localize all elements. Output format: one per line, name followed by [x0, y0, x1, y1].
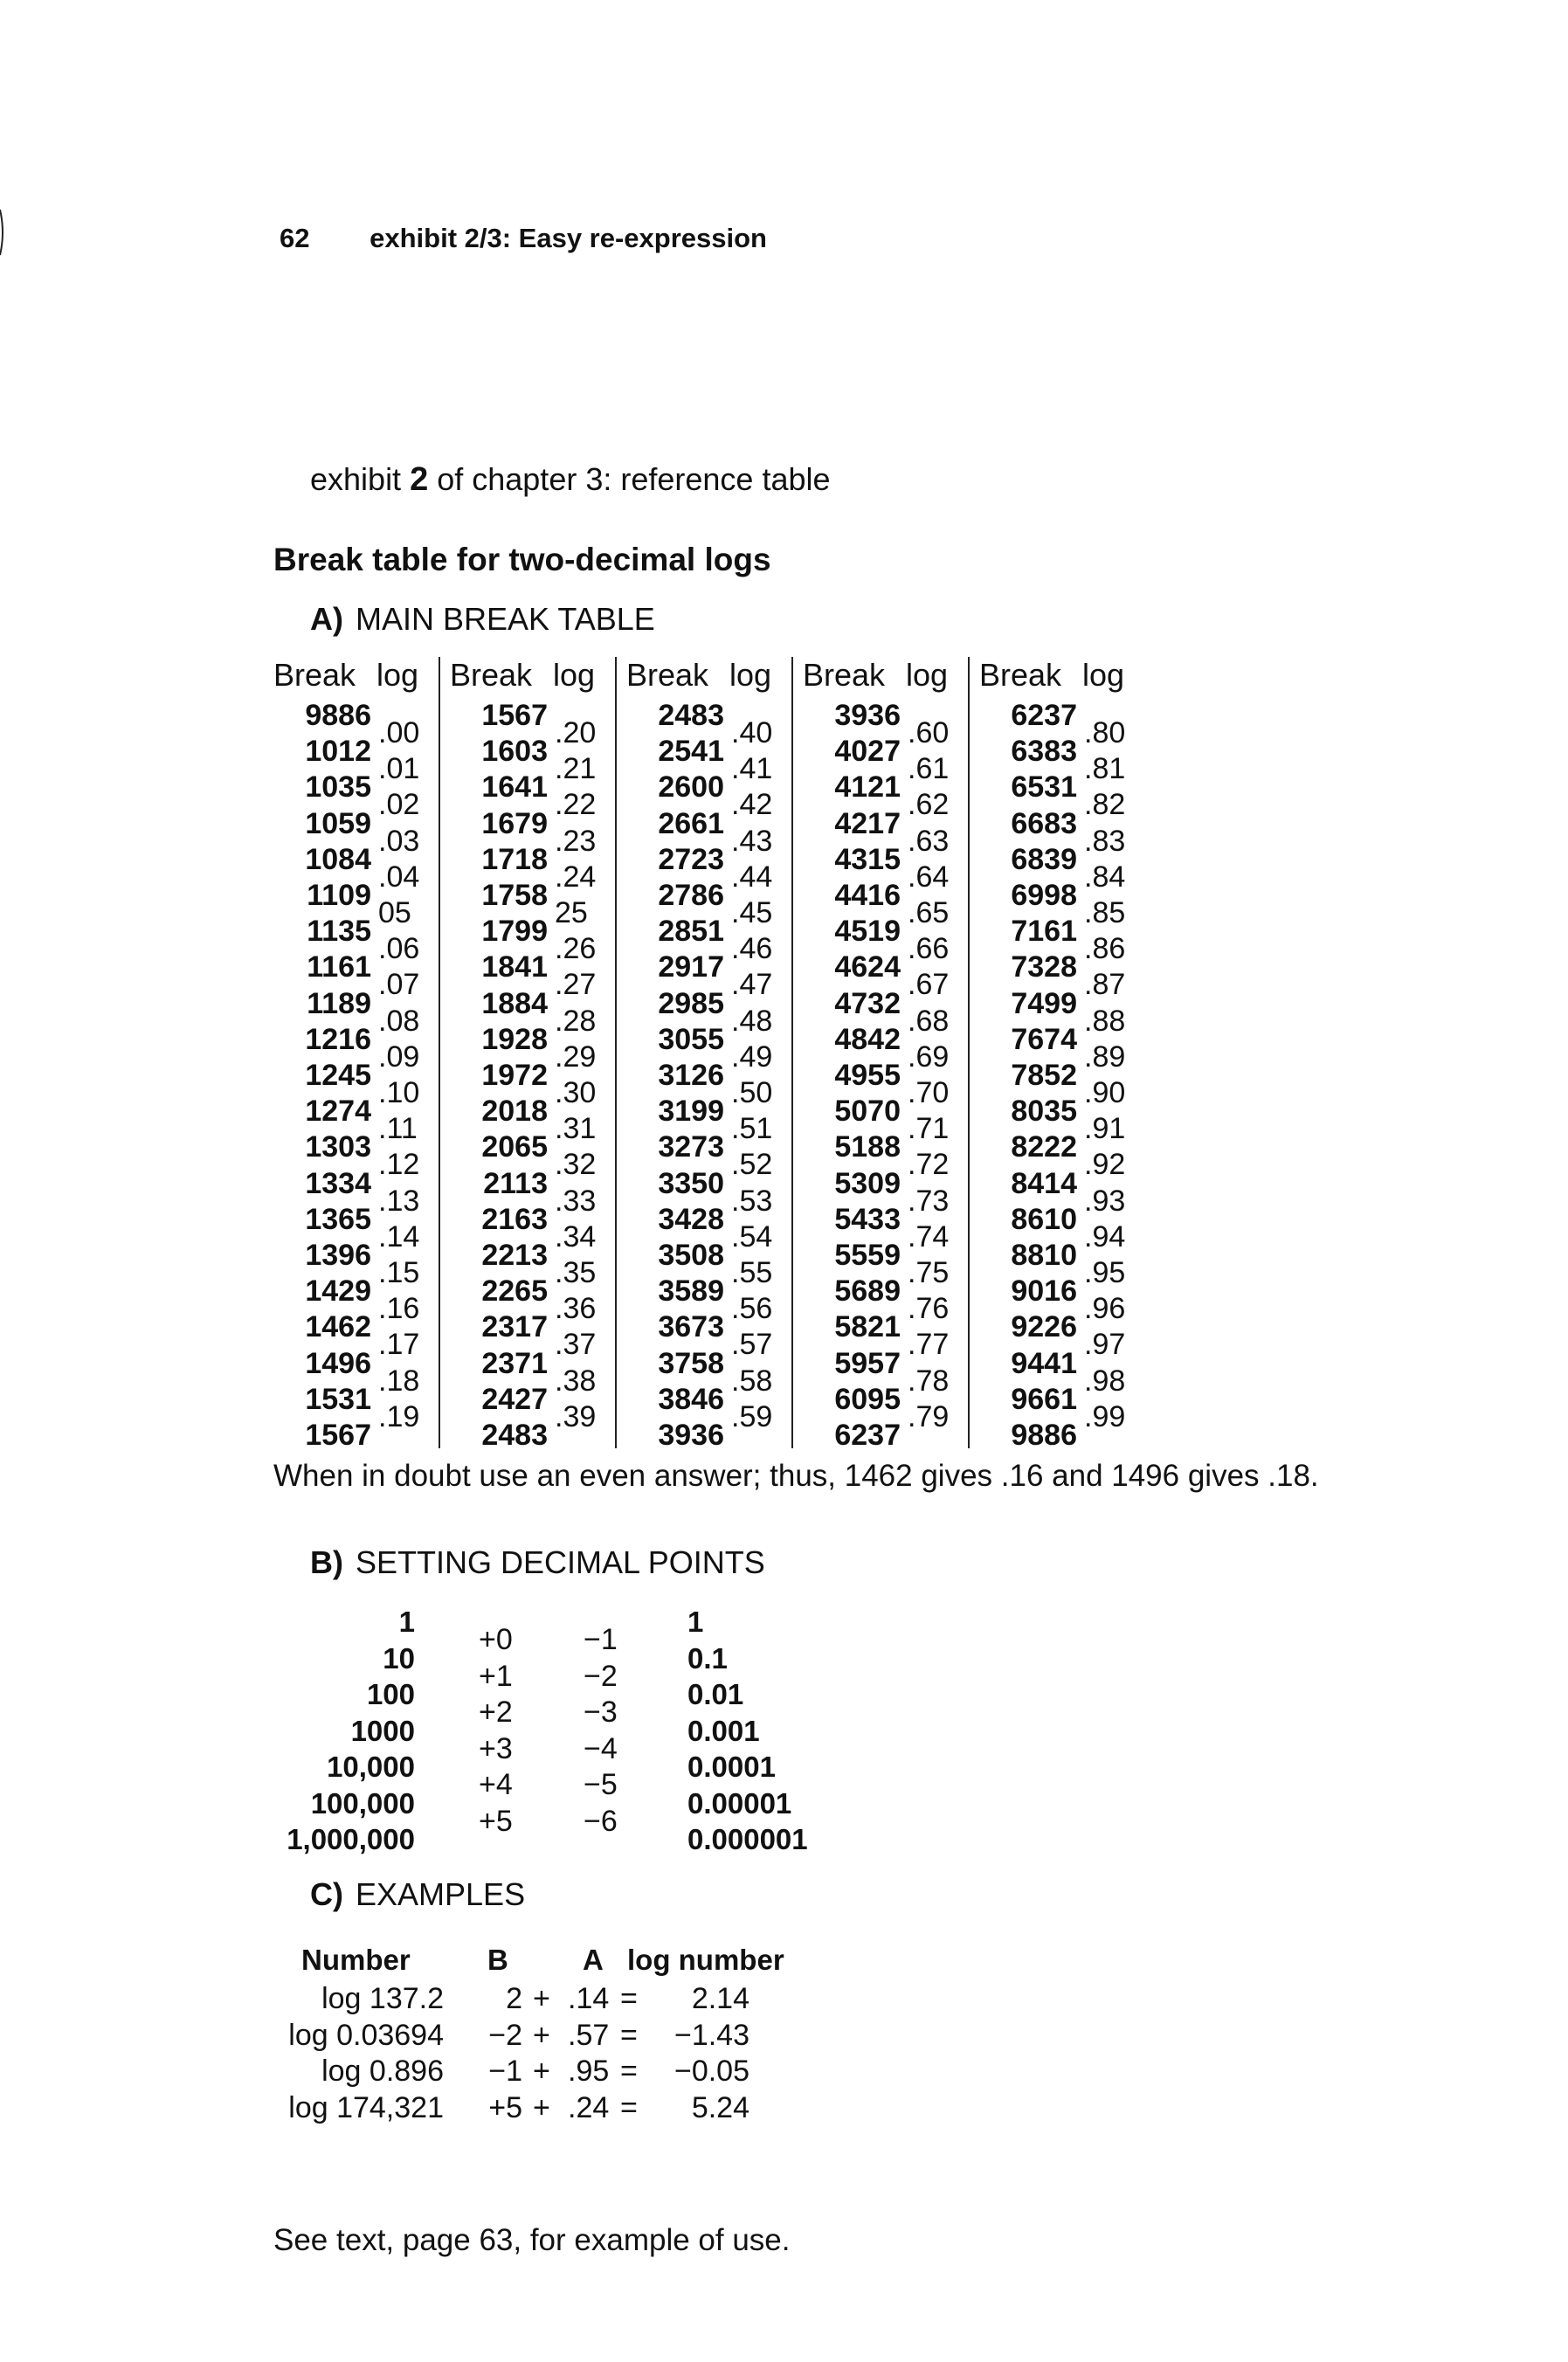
- log-value: .57: [731, 1328, 773, 1362]
- log-value: .21: [555, 752, 597, 786]
- example-log: −0.05: [673, 2055, 749, 2088]
- break-value: 5070: [834, 1095, 901, 1129]
- break-value: 5821: [834, 1310, 901, 1344]
- log-value: .18: [378, 1364, 420, 1398]
- break-value: 5309: [834, 1166, 901, 1200]
- header-log-number: log number: [627, 1944, 784, 1976]
- break-value: 1135: [307, 915, 371, 949]
- example-a: .24: [568, 2090, 610, 2124]
- log-value: .71: [908, 1112, 950, 1146]
- log-value: .38: [555, 1364, 597, 1398]
- break-value: 3846: [658, 1382, 724, 1416]
- log-value: .14: [378, 1219, 420, 1254]
- log-value: .78: [908, 1364, 950, 1398]
- log-value: .66: [908, 932, 950, 966]
- break-value: 9886: [1011, 1419, 1077, 1452]
- log-value: .80: [1084, 716, 1126, 749]
- log-value: .77: [908, 1328, 950, 1362]
- break-value: 4027: [834, 735, 901, 769]
- log-value: .19: [378, 1399, 420, 1433]
- break-value: 3126: [658, 1059, 724, 1092]
- break-value: 3055: [658, 1022, 724, 1056]
- break-value: 4519: [834, 915, 901, 949]
- log-value: 25: [555, 896, 588, 929]
- break-value: 1189: [307, 986, 371, 1020]
- log-value: .17: [378, 1328, 420, 1362]
- log-value: .97: [1084, 1328, 1126, 1362]
- log-value: .09: [378, 1039, 420, 1074]
- log-value: .27: [555, 968, 597, 1002]
- log-value: .91: [1084, 1112, 1126, 1146]
- break-value: 2723: [658, 842, 724, 876]
- break-value: 7674: [1011, 1022, 1077, 1056]
- break-value: 2317: [481, 1310, 548, 1344]
- equals-sign: =: [620, 2090, 638, 2124]
- log-value: .04: [378, 860, 420, 894]
- example-b: −2: [488, 2018, 522, 2052]
- break-value: 3936: [834, 699, 901, 732]
- col-log-header: log: [1082, 657, 1125, 693]
- log-value: .83: [1084, 824, 1126, 858]
- break-value: 1035: [305, 770, 371, 805]
- break-value: 7328: [1011, 950, 1077, 984]
- log-value: .47: [731, 968, 773, 1002]
- subtitle-post: of chapter 3: reference table: [428, 461, 831, 497]
- log-value: .44: [731, 860, 773, 894]
- break-value: 4416: [834, 879, 901, 912]
- break-value: 2065: [481, 1130, 548, 1164]
- decimal-value: 0.01: [687, 1678, 744, 1710]
- power-of-ten: 10,000: [327, 1751, 415, 1783]
- log-value: .33: [555, 1184, 597, 1218]
- break-value: 5957: [834, 1346, 901, 1380]
- break-value: 2483: [481, 1419, 548, 1452]
- decimal-value: 1: [687, 1606, 704, 1638]
- log-value: .06: [378, 932, 420, 966]
- log-value: .53: [731, 1184, 773, 1218]
- characteristic-positive: +2: [479, 1696, 513, 1729]
- log-value: .54: [731, 1219, 773, 1254]
- page-number: 62: [280, 223, 310, 253]
- characteristic-negative: −2: [584, 1659, 618, 1693]
- plus-sign: +: [533, 1982, 550, 2015]
- log-value: .59: [731, 1399, 773, 1433]
- log-value: .63: [908, 824, 950, 858]
- log-value: .81: [1084, 752, 1126, 786]
- log-value: .13: [378, 1184, 420, 1218]
- log-value: .52: [731, 1148, 773, 1182]
- log-value: .84: [1084, 860, 1126, 894]
- log-value: .41: [731, 752, 773, 786]
- log-value: .96: [1084, 1292, 1126, 1326]
- example-b: −1: [488, 2055, 522, 2088]
- break-value: 1161: [307, 950, 371, 984]
- col-break-header: Break: [979, 657, 1062, 693]
- break-value: 1462: [305, 1310, 371, 1344]
- break-value: 1365: [305, 1202, 371, 1236]
- log-value: .01: [378, 752, 420, 786]
- break-value: 1679: [481, 806, 548, 840]
- log-value: .20: [555, 716, 597, 749]
- log-value: .67: [908, 968, 950, 1002]
- log-value: .65: [908, 896, 950, 929]
- characteristic-positive: +0: [479, 1623, 513, 1656]
- subtitle-pre: exhibit: [310, 461, 411, 497]
- log-value: .82: [1084, 788, 1126, 822]
- break-value: 6383: [1011, 735, 1077, 769]
- characteristic-negative: −1: [584, 1623, 618, 1656]
- example-a: .95: [568, 2055, 610, 2088]
- break-value: 1245: [305, 1059, 371, 1092]
- log-value: .92: [1084, 1148, 1126, 1182]
- log-value: .24: [555, 860, 597, 894]
- characteristic-negative: −4: [584, 1731, 618, 1765]
- break-value: 3508: [658, 1239, 724, 1272]
- break-value: 6237: [1011, 699, 1077, 732]
- col-break-header: Break: [450, 657, 533, 693]
- log-value: .45: [731, 896, 773, 929]
- break-value: 8035: [1011, 1095, 1077, 1129]
- col-break-header: Break: [273, 657, 356, 693]
- break-value: 4842: [834, 1022, 901, 1056]
- break-value: 2427: [481, 1382, 548, 1416]
- decimal-value: 0.000001: [687, 1823, 808, 1855]
- power-of-ten: 1: [398, 1606, 415, 1638]
- power-of-ten: 1,000,000: [287, 1823, 415, 1855]
- break-value: 1059: [305, 806, 371, 840]
- plus-sign: +: [533, 2055, 550, 2088]
- section-b-title: SETTING DECIMAL POINTS: [356, 1544, 765, 1580]
- log-value: .69: [908, 1039, 950, 1074]
- break-value: 5188: [834, 1130, 901, 1164]
- log-value: .95: [1084, 1256, 1126, 1289]
- log-value: .10: [378, 1076, 420, 1109]
- col-break-header: Break: [803, 657, 886, 693]
- col-log-header: log: [553, 657, 596, 693]
- log-value: .76: [908, 1292, 950, 1326]
- log-value: .07: [378, 968, 420, 1002]
- break-value: 1496: [305, 1346, 371, 1380]
- break-value: 9661: [1011, 1382, 1077, 1416]
- break-value: 6531: [1011, 770, 1077, 805]
- log-value: .89: [1084, 1039, 1126, 1074]
- log-value: .23: [555, 824, 597, 858]
- break-value: 1603: [481, 735, 548, 769]
- power-of-ten: 100: [366, 1678, 415, 1710]
- break-value: 2113: [483, 1166, 548, 1200]
- log-value: .62: [908, 788, 950, 822]
- log-value: .50: [731, 1076, 773, 1109]
- break-value: 4315: [834, 842, 901, 876]
- col-log-header: log: [729, 657, 772, 693]
- break-value: 3589: [658, 1274, 724, 1309]
- break-value: 6683: [1011, 806, 1077, 840]
- section-a-letter: A): [310, 601, 343, 637]
- plus-sign: +: [533, 2090, 550, 2124]
- break-value: 1718: [481, 842, 548, 876]
- break-value: 2265: [481, 1274, 548, 1309]
- running-title: exhibit 2/3: Easy re-expression: [370, 223, 767, 253]
- doubt-note: When in doubt use an even answer; thus, 1462 gives .16 and 1496 gives .18.: [273, 1459, 1319, 1493]
- break-value: 9016: [1011, 1274, 1077, 1309]
- log-value: .28: [555, 1004, 597, 1038]
- break-value: 5689: [834, 1274, 901, 1309]
- section-c-letter: C): [310, 1876, 343, 1912]
- log-value: .49: [731, 1039, 773, 1074]
- characteristic-positive: +5: [479, 1804, 513, 1838]
- break-value: 3673: [658, 1310, 724, 1344]
- log-value: .39: [555, 1399, 597, 1433]
- break-value: 1928: [481, 1022, 548, 1056]
- break-value: 1884: [481, 986, 548, 1020]
- characteristic-positive: +4: [479, 1768, 513, 1801]
- log-value: .99: [1084, 1399, 1126, 1433]
- log-value: .93: [1084, 1184, 1126, 1218]
- log-value: .70: [908, 1076, 950, 1109]
- break-value: 9886: [305, 699, 371, 732]
- break-value: 1396: [305, 1239, 371, 1272]
- log-value: .40: [731, 716, 773, 749]
- log-value: .98: [1084, 1364, 1126, 1398]
- characteristic-negative: −6: [584, 1804, 618, 1838]
- log-value: .35: [555, 1256, 597, 1289]
- break-value: 2018: [481, 1095, 548, 1129]
- log-value: .72: [908, 1148, 950, 1182]
- break-value: 2786: [658, 879, 724, 912]
- break-value: 8610: [1011, 1202, 1077, 1236]
- break-value: 4217: [834, 806, 901, 840]
- log-value: .55: [731, 1256, 773, 1289]
- section-c-title: EXAMPLES: [356, 1876, 526, 1912]
- power-of-ten: 1000: [350, 1714, 415, 1747]
- break-value: 1303: [305, 1130, 371, 1164]
- break-value: 3758: [658, 1346, 724, 1380]
- log-value: .22: [555, 788, 597, 822]
- log-value: .60: [908, 716, 950, 749]
- decimal-value: 0.001: [687, 1714, 760, 1747]
- example-b: +5: [488, 2090, 522, 2124]
- break-value: 1334: [305, 1166, 371, 1200]
- break-value: 4955: [834, 1059, 901, 1092]
- characteristic-negative: −5: [584, 1768, 618, 1801]
- break-value: 1799: [481, 915, 548, 949]
- break-value: 7852: [1011, 1059, 1077, 1092]
- break-value: 2661: [658, 806, 724, 840]
- break-value: 1567: [305, 1419, 371, 1452]
- break-value: 6839: [1011, 842, 1077, 876]
- log-value: .37: [555, 1328, 597, 1362]
- log-value: .74: [908, 1219, 950, 1254]
- break-value: 1841: [481, 950, 548, 984]
- example-a: .57: [568, 2018, 610, 2052]
- col-break-header: Break: [626, 657, 709, 693]
- break-value: 2163: [481, 1202, 548, 1236]
- break-value: 9226: [1011, 1310, 1077, 1344]
- break-value: 1274: [305, 1095, 371, 1129]
- log-value: .56: [731, 1292, 773, 1326]
- plus-sign: +: [533, 2018, 550, 2052]
- break-value: 6998: [1011, 879, 1077, 912]
- log-value: .26: [555, 932, 597, 966]
- break-value: 1012: [305, 735, 371, 769]
- break-value: 5559: [834, 1239, 901, 1272]
- break-value: 8222: [1011, 1130, 1077, 1164]
- example-b: 2: [506, 1982, 522, 2015]
- example-a: .14: [568, 1982, 610, 2015]
- log-value: .58: [731, 1364, 773, 1398]
- break-value: 4624: [834, 950, 901, 984]
- characteristic-negative: −3: [584, 1696, 618, 1729]
- header-number: Number: [301, 1944, 411, 1976]
- break-value: 1972: [481, 1059, 548, 1092]
- log-value: .42: [731, 788, 773, 822]
- break-value: 5433: [834, 1202, 901, 1236]
- log-value: .51: [731, 1112, 773, 1146]
- break-value: 2917: [658, 950, 724, 984]
- section-a-title: MAIN BREAK TABLE: [356, 601, 655, 637]
- log-value: .64: [908, 860, 950, 894]
- example-number: log 137.2: [321, 1982, 444, 2015]
- log-value: .34: [555, 1219, 597, 1254]
- log-value: .00: [378, 716, 420, 749]
- log-value: .31: [555, 1112, 597, 1146]
- example-number: log 0.03694: [288, 2018, 444, 2052]
- break-value: 6095: [834, 1382, 901, 1416]
- break-value: 3273: [658, 1130, 724, 1164]
- break-value: 3428: [658, 1202, 724, 1236]
- break-value: 2371: [481, 1346, 548, 1380]
- header-b: B: [487, 1944, 508, 1976]
- log-value: .29: [555, 1039, 597, 1074]
- example-number: log 0.896: [321, 2055, 444, 2088]
- footnote: See text, page 63, for example of use.: [273, 2223, 791, 2257]
- log-value: .11: [378, 1112, 418, 1146]
- decimal-value: 0.0001: [687, 1751, 776, 1783]
- table-title: Break table for two-decimal logs: [273, 542, 771, 577]
- break-value: 3199: [658, 1095, 724, 1129]
- example-log: −1.43: [673, 2018, 749, 2052]
- break-value: 1641: [481, 770, 548, 805]
- subtitle-number: 2: [410, 461, 429, 498]
- break-value: 1531: [305, 1382, 371, 1416]
- equals-sign: =: [620, 1982, 638, 2015]
- log-value: .90: [1084, 1076, 1126, 1109]
- break-value: 8810: [1011, 1239, 1077, 1272]
- log-value: .85: [1084, 896, 1126, 929]
- break-value: 1084: [305, 842, 371, 876]
- log-value: .48: [731, 1004, 773, 1038]
- break-value: 2483: [658, 699, 724, 732]
- log-value: .30: [555, 1076, 597, 1109]
- log-value: .68: [908, 1004, 950, 1038]
- log-value: .36: [555, 1292, 597, 1326]
- log-value: .79: [908, 1399, 950, 1433]
- log-value: 05: [378, 896, 411, 929]
- break-value: 1758: [481, 879, 548, 912]
- break-value: 2600: [658, 770, 724, 805]
- log-value: .32: [555, 1148, 597, 1182]
- log-value: .43: [731, 824, 773, 858]
- characteristic-positive: +3: [479, 1731, 513, 1765]
- log-value: .15: [378, 1256, 420, 1289]
- log-value: .03: [378, 824, 420, 858]
- break-value: 3350: [658, 1166, 724, 1200]
- break-value: 7161: [1011, 915, 1077, 949]
- log-value: .75: [908, 1256, 950, 1289]
- log-value: .87: [1084, 968, 1126, 1002]
- break-value: 9441: [1011, 1346, 1077, 1380]
- characteristic-positive: +1: [479, 1659, 513, 1693]
- log-value: .94: [1084, 1219, 1126, 1254]
- break-value: 1216: [305, 1022, 371, 1056]
- example-number: log 174,321: [288, 2090, 444, 2124]
- example-log: 5.24: [691, 2090, 749, 2124]
- break-value: 4732: [834, 986, 901, 1020]
- log-value: .88: [1084, 1004, 1126, 1038]
- break-value: 8414: [1011, 1166, 1077, 1200]
- power-of-ten: 100,000: [310, 1786, 415, 1820]
- log-value: .12: [378, 1148, 420, 1182]
- break-value: 6237: [834, 1419, 901, 1452]
- break-value: 1429: [305, 1274, 371, 1309]
- break-value: 3936: [658, 1419, 724, 1452]
- col-log-header: log: [376, 657, 419, 693]
- section-b-letter: B): [310, 1544, 343, 1580]
- decimal-value: 0.1: [687, 1641, 728, 1675]
- equals-sign: =: [620, 2018, 638, 2052]
- log-value: .86: [1084, 932, 1126, 966]
- log-value: .08: [378, 1004, 420, 1038]
- break-value: 1109: [307, 879, 371, 912]
- break-value: 2213: [481, 1239, 548, 1272]
- break-value: 2985: [658, 986, 724, 1020]
- power-of-ten: 10: [383, 1641, 415, 1675]
- break-value: 2541: [658, 735, 724, 769]
- log-value: .02: [378, 788, 420, 822]
- log-value: .46: [731, 932, 773, 966]
- col-log-header: log: [906, 657, 949, 693]
- log-value: .16: [378, 1292, 420, 1326]
- equals-sign: =: [620, 2055, 638, 2088]
- break-value: 1567: [481, 699, 548, 732]
- break-value: 7499: [1011, 986, 1077, 1020]
- decimal-value: 0.00001: [687, 1786, 792, 1820]
- log-value: .73: [908, 1184, 950, 1218]
- header-a: A: [583, 1944, 604, 1976]
- break-value: 2851: [658, 915, 724, 949]
- break-value: 4121: [834, 770, 901, 805]
- log-value: .61: [908, 752, 950, 786]
- example-log: 2.14: [691, 1982, 749, 2015]
